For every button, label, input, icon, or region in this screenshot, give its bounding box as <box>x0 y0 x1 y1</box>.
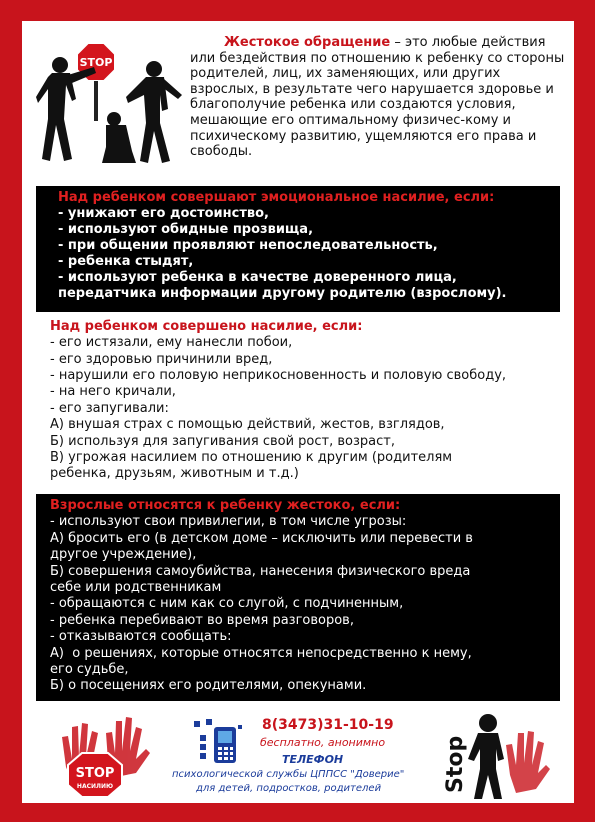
list-item: А) о решениях, которые относятся непосредственно к нему, <box>50 645 472 661</box>
violence-section <box>50 319 570 483</box>
cruelty-heading: Взрослые относятся к ребенку жестоко, если: <box>50 498 401 513</box>
list-item: - ребенка стыдят, <box>58 254 194 269</box>
stop-violence-logo <box>42 707 162 799</box>
emotional-violence-heading: Над ребенком совершают эмоциональное насилие, если: <box>58 190 495 205</box>
list-item: его судьбе, <box>50 662 129 678</box>
list-item: В) угрожая насилием по отношению к другим (родителям <box>50 450 453 466</box>
intro-paragraph <box>190 35 572 160</box>
helpline-phone-number: 8(3473)31-10-19 <box>262 717 394 733</box>
list-item: А) бросить его (в детском доме – исключить или перевести в <box>50 530 473 546</box>
list-item: себе или родственникам <box>50 580 222 596</box>
stop-vertical-text: Stop <box>443 735 468 793</box>
phone-icon <box>194 717 252 767</box>
list-item: Б) совершения самоубийства, нанесения физического вреда <box>50 563 471 579</box>
list-item: - его запугивали: <box>50 400 169 416</box>
list-item: - нарушили его половую неприкосновенность и половую свободу, <box>50 368 507 384</box>
list-item: - используют обидные прозвища, <box>58 222 314 237</box>
intro-text: – это любые действия или бездействия по отношению к ребенку со стороны родителей, лиц, их заменяющих, или других взрослых, в результате чего нарушается здоровье и благополучие ребенка или создаются условия, мешающие его оптимальному физичес-кому и психическому развитию, ущемляются его права и свободы. <box>190 35 565 160</box>
stop-sign-subtext: НАСИЛИЮ <box>76 783 114 790</box>
emotional-violence-panel <box>36 186 560 312</box>
list-item: - унижают его достоинство, <box>58 206 269 221</box>
stop-child-logo <box>432 705 552 801</box>
list-item: - обращаются с ним как со слугой, с подчиненным, <box>50 596 404 612</box>
stop-sign-text: STOP <box>75 766 115 781</box>
list-item: - используют ребенка в качестве доверенного лица, <box>58 270 457 285</box>
list-item: Б) о посещениях его родителями, опекунами. <box>50 678 367 694</box>
intro-term: Жестокое обращение <box>224 35 391 50</box>
list-item: - на него кричали, <box>50 384 176 400</box>
list-item: А) внушая страх с помощью действий, жестов, взглядов, <box>50 417 445 433</box>
list-item: - его истязали, ему нанесли побои, <box>50 335 293 351</box>
list-item: - при общении проявляют непоследовательность, <box>58 238 438 253</box>
list-item: - его здоровью причинили вред, <box>50 351 273 367</box>
stop-sign-text: STOP <box>79 56 113 69</box>
violence-heading: Над ребенком совершено насилие, если: <box>50 319 363 334</box>
helpline-free-text: бесплатно, анонимно <box>260 736 386 749</box>
list-item: другое учреждение), <box>50 547 197 563</box>
helpline-label: ТЕЛЕФОН <box>282 753 344 766</box>
cruelty-panel <box>36 494 560 701</box>
helpline-audience-line: для детей, подростков, родителей <box>196 783 382 794</box>
helpline-service-line: психологической службы ЦППСС "Доверие" <box>172 769 405 780</box>
helpline-block <box>168 713 418 803</box>
list-item: Б) используя для запугивания свой рост, возраст, <box>50 433 395 449</box>
list-item: - используют свои привилегии, в том числе угрозы: <box>50 514 407 530</box>
list-item: передатчика информации другому родителю (взрослому). <box>58 286 507 301</box>
list-item: ребенка, друзьям, животным и т.д.) <box>50 466 299 482</box>
list-item: - ребенка перебивают во время разговоров, <box>50 612 354 628</box>
list-item: - отказываются сообщать: <box>50 629 232 645</box>
abuse-scene-illustration <box>36 39 186 169</box>
poster-sheet <box>22 21 574 803</box>
